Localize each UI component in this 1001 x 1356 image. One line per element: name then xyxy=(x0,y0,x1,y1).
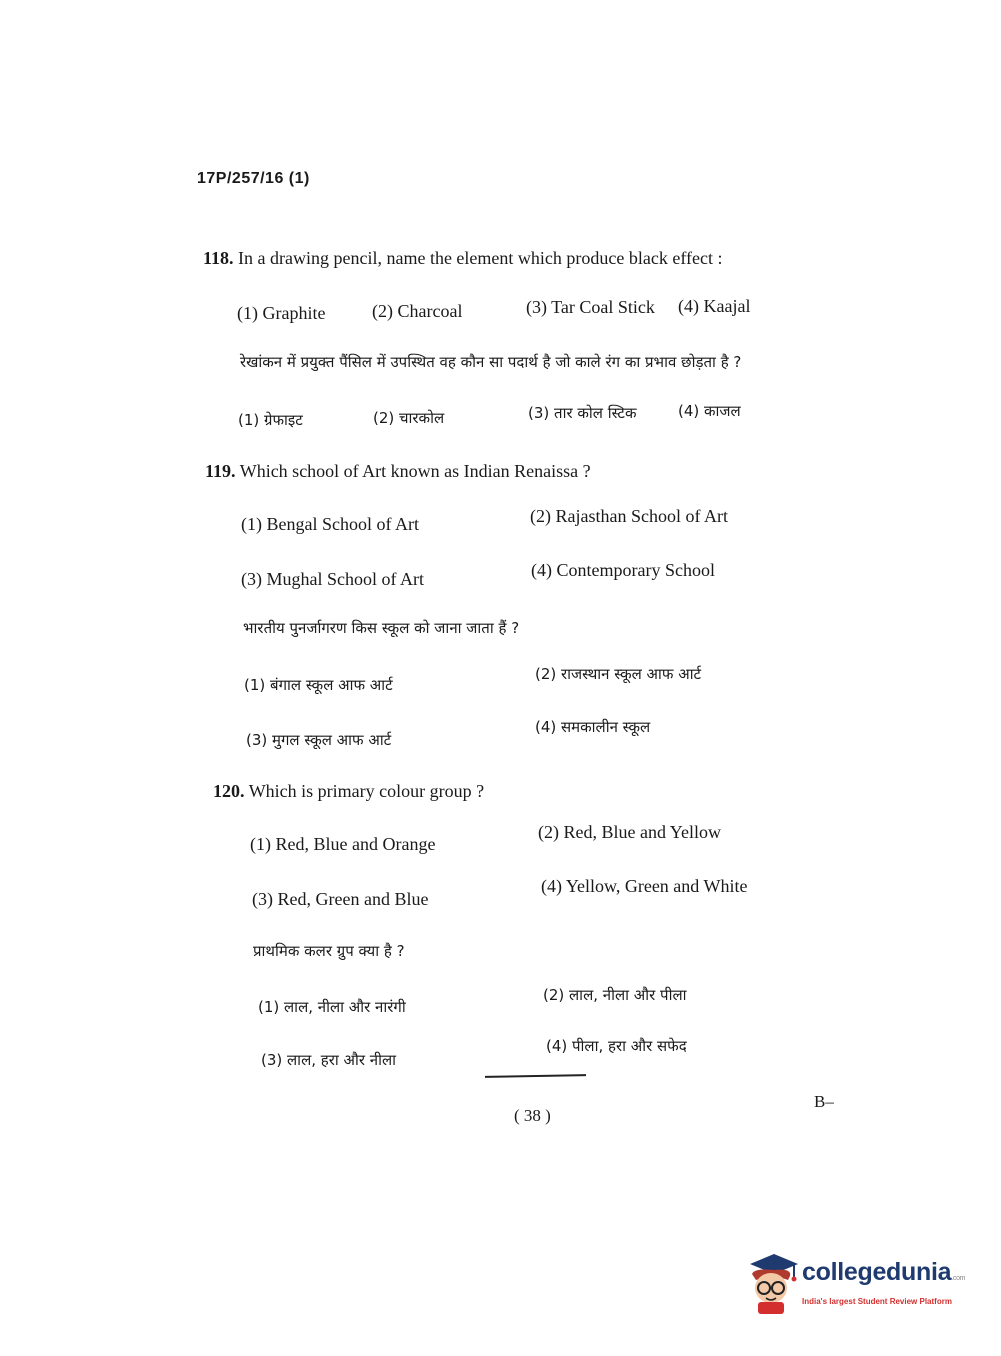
question-number: 120. xyxy=(213,781,245,801)
booklet-code: B– xyxy=(814,1092,834,1111)
option-120-3-hi: (3) लाल, हरा और नीला xyxy=(261,1051,397,1069)
logo-wordmark xyxy=(802,1258,965,1287)
logo-tagline: India's largest Student Review Platform xyxy=(802,1297,952,1306)
question-text-en: Which school of Art known as Indian Renaissa ? xyxy=(239,461,591,481)
option-118-4-hi: (4) काजल xyxy=(678,402,741,420)
question-text-hi: प्राथमिक कलर ग्रुप क्या है ? xyxy=(253,942,405,960)
option-120-4: (4) Yellow, Green and White xyxy=(541,876,748,896)
option-119-3-hi: (3) मुगल स्कूल आफ आर्ट xyxy=(246,731,392,749)
question-text-hi: रेखांकन में प्रयुक्त पैंसिल में उपस्थित वह कौन सा पदार्थ है जो काले रंग का प्रभाव छोड़ता है ? xyxy=(240,353,742,371)
question-text-hi: भारतीय पुनर्जागरण किस स्कूल को जाना जाता हैं ? xyxy=(243,619,520,637)
collegedunia-logo xyxy=(744,1250,969,1320)
question-120 xyxy=(213,781,484,802)
option-119-2: (2) Rajasthan School of Art xyxy=(530,506,728,526)
option-118-2: (2) Charcoal xyxy=(372,301,463,321)
end-rule xyxy=(485,1074,586,1078)
option-119-2-hi: (2) राजस्थान स्कूल आफ आर्ट xyxy=(535,665,702,683)
question-number: 118. xyxy=(203,248,234,268)
option-120-2-hi: (2) लाल, नीला और पीला xyxy=(543,986,687,1004)
option-119-3: (3) Mughal School of Art xyxy=(241,569,424,589)
logo-domain: .com xyxy=(951,1275,966,1282)
page-number: ( 38 ) xyxy=(514,1106,551,1125)
logo-name: collegedunia xyxy=(802,1258,952,1286)
option-119-4: (4) Contemporary School xyxy=(531,560,715,580)
option-119-1: (1) Bengal School of Art xyxy=(241,514,419,534)
option-119-4-hi: (4) समकालीन स्कूल xyxy=(535,718,651,736)
option-118-3-hi: (3) तार कोल स्टिक xyxy=(528,404,637,422)
option-119-1-hi: (1) बंगाल स्कूल आफ आर्ट xyxy=(244,676,393,694)
question-text-en: Which is primary colour group ? xyxy=(248,781,485,801)
option-118-1: (1) Graphite xyxy=(237,303,326,323)
question-number: 119. xyxy=(205,461,236,481)
option-120-3: (3) Red, Green and Blue xyxy=(252,889,429,909)
question-text-en: In a drawing pencil, name the element which produce black effect : xyxy=(238,248,723,268)
option-118-2-hi: (2) चारकोल xyxy=(373,409,445,427)
option-120-2: (2) Red, Blue and Yellow xyxy=(538,822,721,842)
question-118 xyxy=(203,248,722,269)
option-118-3: (3) Tar Coal Stick xyxy=(526,297,655,317)
option-118-4: (4) Kaajal xyxy=(678,296,751,316)
question-119 xyxy=(205,461,591,482)
option-120-1-hi: (1) लाल, नीला और नारंगी xyxy=(258,998,406,1016)
option-120-4-hi: (4) पीला, हरा और सफेद xyxy=(546,1037,687,1055)
mascot-icon xyxy=(744,1250,800,1316)
paper-code: 17P/257/16 (1) xyxy=(197,170,310,187)
option-118-1-hi: (1) ग्रेफाइट xyxy=(238,411,303,429)
option-120-1: (1) Red, Blue and Orange xyxy=(250,834,436,854)
